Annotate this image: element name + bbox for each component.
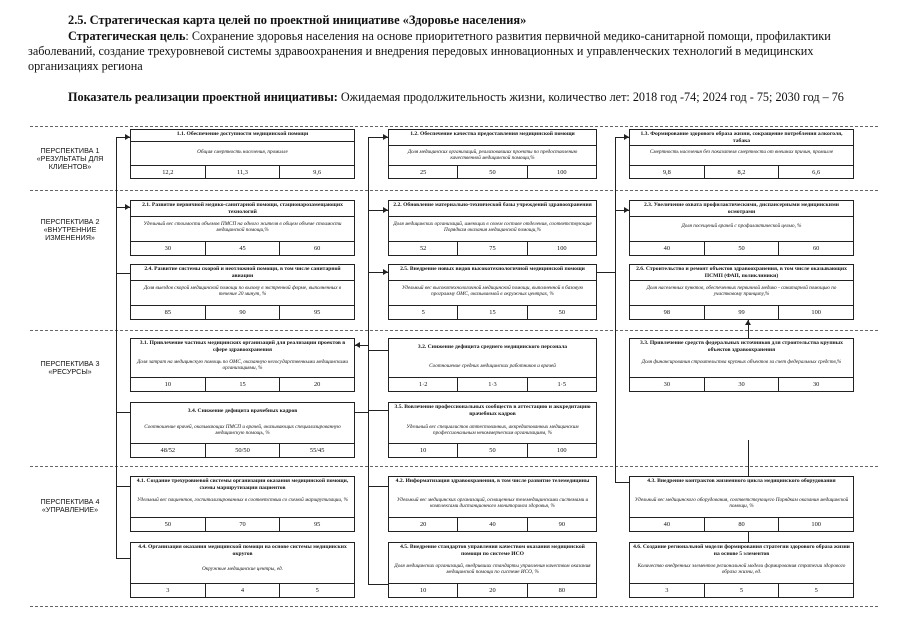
objective-box-3-5 [388,402,597,458]
value-2030: 100 [778,518,853,531]
objective-indicator: Количество внедренных элементов региональной модели формирования стратегии здорового образа жизни, ед. [637,563,846,576]
value-2018: 48/52 [160,447,176,454]
connector-line [368,410,388,411]
objective-title: 4.4. Организация оказания медицинской помощи на основе системы медицинских округов [138,544,347,557]
objective-title: 3.4. Снижение дефицита врачебных кадров [187,408,298,414]
objective-indicator: Доля посещений врачей с профилактической целью, % [681,223,802,229]
value-2018: 3 [166,587,170,594]
objective-box-3-4 [130,402,355,458]
connector-line [368,350,388,351]
connector-line [368,486,388,487]
indicator-label: Показатель реализации проектной инициативы: [68,90,338,104]
target-values [389,165,596,178]
value-2018: 3 [665,587,669,594]
value-2018: 40 [663,521,671,528]
objective-box-3-3 [629,338,854,392]
page-title: 2.5. Стратегическая карта целей по проектной инициативе «Здоровье населения» [68,13,527,27]
target-values [131,517,354,531]
objective-title: 2.4. Развитие системы скорой и неотложной помощи, в том числе санитарной авиации [131,265,354,281]
objective-indicator: Удельный вес стоимости объемов ПМСП на одного жителя в общем объеме стоимости медицинской помощи,% [143,221,342,234]
objective-box-2-5 [388,264,597,320]
objective-title: 2.6. Строительство и ремонт объектов здравоохранения, в том числе оказывающих ПСМП (ФАП, поликлиники) [630,265,853,281]
target-values [630,165,853,178]
value-2024: 15 [205,378,280,391]
target-values [630,517,853,531]
value-2024: 20 [457,584,526,597]
target-values [131,377,354,391]
perspective-3-label: ПЕРСПЕКТИВА 3 «РЕСУРСЫ» [40,359,100,377]
objective-box-1-1 [130,129,355,179]
objective-indicator: Общая смертность населения, промилле [197,149,288,155]
objective-indicator: Удельный вес медицинских организаций, оснащенных телемедицинскими системами и комплексами дистанционного мониторинга здоровья, % [396,497,589,510]
objective-box-3-2 [388,338,597,392]
objective-title: 2.5. Внедрение новых видов высокотехнологичной медицинской помощи [389,265,596,281]
connector-line [615,482,629,483]
arrow-head [355,342,360,348]
connector-line [116,558,130,559]
objective-indicator: Доля медицинских организаций, внедривших стандарты управления качеством оказания медицинской помощи по системе ИСО, % [394,563,591,576]
perspective-1-label: ПЕРСПЕКТИВА 1 «РЕЗУЛЬТАТЫ ДЛЯ КЛИЕНТОВ» [36,146,104,172]
target-values [131,241,354,255]
objective-indicator: Доля затрат на медицинскую помощь по ОМС, оказанную негосударственными медицинскими организациями, % [137,359,348,372]
objective-box-4-1 [130,476,355,532]
value-2018: 85 [164,309,172,316]
perspective-4-label: ПЕРСПЕКТИВА 4 «УПРАВЛЕНИЕ» [40,497,100,515]
objective-indicator: Доля финансирования строительства крупных объектов за счет федеральных средств,% [641,359,842,365]
value-2018: 30 [663,381,671,388]
objective-indicator: Соотношение средних медицинских работников и врачей [429,363,556,369]
value-2030: 20 [279,378,354,391]
objective-box-2-4 [130,264,355,320]
connector-line [368,584,388,585]
value-2024: 70 [205,518,280,531]
objective-title: 4.6. Создание региональной модели формирования стратегии здорового образа жизни на основе 5 элементов [633,544,850,557]
strategic-goal [28,29,880,74]
value-2024: 75 [457,242,526,255]
objective-box-4-2 [388,476,597,532]
target-values [389,443,596,457]
objective-title: 3.2. Снижение дефицита среднего медицинского персонала [417,344,568,350]
target-values [131,165,354,178]
objective-title: 1.3. Формирование здорового образа жизни, сокращение потребления алкоголя, табака [630,130,853,146]
separator [30,466,878,467]
target-values [389,583,596,597]
value-2030: 9,6 [279,166,354,178]
objective-title: 1.1. Обеспечение доступности медицинской помощи [131,130,354,142]
target-values [389,305,596,319]
objective-indicator: Соотношение врачей, оказывающих ПМСП и врачей, оказывающих специализированную медицинскую помощь, % [144,424,341,437]
arrow-head [624,207,629,213]
objective-title: 4.1. Создание трехуровневой системы организации оказания медицинской помощи, схемы маршрутизации пациентов [136,478,349,491]
objective-box-1-3 [629,129,854,179]
objective-indicator: Смертность населения без показателя смертности от внешних причин, промилле [649,149,834,155]
separator [30,330,878,331]
objective-box-2-2 [388,200,597,256]
arrow-head [745,320,751,325]
target-values [131,583,354,597]
value-2018: 1·2 [418,381,428,388]
target-values [630,241,853,255]
objective-box-4-4 [130,542,355,598]
value-2030: 80 [527,584,596,597]
value-2018: 52 [419,245,427,252]
value-2024: 1·3 [457,378,526,391]
value-2024: 5 [704,584,779,597]
value-2024: 11,3 [205,166,280,178]
objective-title: 2.2. Обновление материально-технической базы учреждений здравоохранения [389,201,596,217]
goal-text: : Сохранение здоровья населения на основе приоритетного развития первичной медико-санитарной помощи, профилактики заболеваний, создание трехуровневой системы здравоохранения и внедрения передовых инновационных и управленческих технологий в медицинских организациях региона [28,29,831,73]
objective-title: 2.1. Развитие первичной медико-санитарной помощи, стационарозамещающих технологий [131,201,354,217]
objective-title: 3.3. Привлечение средств федеральных источников для строительства крупных объектов здравоохранения [640,340,843,353]
value-2030: 90 [527,518,596,531]
arrow-head [624,134,629,140]
objective-indicator: Удельный вес специалистов аттестованных, аккредитованных медицинским профессиональным некоммерческим организациям, % [406,424,579,437]
separator [30,190,878,191]
target-values [131,305,354,319]
value-2024: 50 [457,444,526,457]
arrow-head [383,269,388,275]
perspective-2-label: ПЕРСПЕКТИВА 2 «ВНУТРЕННИЕ ИЗМЕНЕНИЯ» [40,217,100,243]
value-2018: 12,2 [162,168,174,176]
value-2030: 30 [778,378,853,391]
value-2024: 45 [205,242,280,255]
objective-box-4-6 [629,542,854,598]
objective-indicator: Удельный вес высокотехнологичной медицинской помощи, выполненной в базовую программу ОМС, оказываемой в окружных центрах, % [401,285,584,298]
value-2030: 5 [778,584,853,597]
value-2030: 55/45 [279,444,354,457]
objective-title: 4.2. Информатизация здравоохранения, в том числе развитие телемедицины [395,478,590,484]
value-2024: 80 [704,518,779,531]
value-2030: 6,6 [778,166,853,178]
target-values [389,241,596,255]
value-2024: 50 [704,242,779,255]
connector-line [597,272,615,273]
value-2030: 100 [778,306,853,319]
value-2024: 15 [457,306,526,319]
connector-line [368,137,369,585]
objective-indicator: Доля выездов скорой медицинской помощи по вызову в экстренной форме, выполненных в течение 20 минут, % [143,285,342,298]
target-values [630,583,853,597]
value-2018: 20 [419,521,427,528]
value-2030: 95 [279,306,354,319]
value-2030: 100 [527,242,596,255]
objective-title: 2.3. Увеличение охвата профилактическими, диспансерными медицинскими осмотрами [630,201,853,217]
value-2030: 1·5 [527,378,596,391]
connector-line [116,137,117,559]
objective-box-4-3 [629,476,854,532]
target-values [389,517,596,531]
value-2024: 40 [457,518,526,531]
value-2030: 50 [527,306,596,319]
value-2030: 60 [778,242,853,255]
objective-indicator: Удельный вес пациентов, госпитализированных в соответствии со схемой маршрутизации, % [137,497,348,503]
objective-title: 1.2. Обеспечение качества предоставления медицинской помощи [389,130,596,146]
value-2030: 95 [279,518,354,531]
value-2024: 30 [704,378,779,391]
value-2018: 98 [663,309,671,316]
target-values [131,443,354,457]
arrow-head [125,204,130,210]
objective-indicator: Доля медицинских организаций, реализовавших проекты по предоставлению качественной медицинской помощи,% [407,149,578,162]
objective-indicator: Удельный вес медицинского оборудования, соответствующего Порядкам оказания медицинской помощи, % [634,497,849,510]
arrow-head [383,134,388,140]
value-2018: 40 [663,245,671,252]
objective-indicator: Доля медицинских организаций, имеющих в своем составе отделения, соответствующие Порядкам оказания медицинской помощи,% [393,221,592,234]
connector-line [355,412,368,413]
value-2030: 60 [279,242,354,255]
connector-line [116,273,130,274]
separator [30,126,878,127]
separator [30,606,878,607]
value-2030: 5 [279,584,354,597]
objective-title: 4.3. Внедрение контрактов жизненного цикла медицинского оборудования [647,478,836,484]
value-2024: 99 [704,306,779,319]
objective-title: 3.5. Вовлечение профессиональных сообществ в аттестацию и аккредитацию врачебных кадров [394,404,591,417]
target-values [630,377,853,391]
target-values [630,305,853,319]
objective-box-1-2 [388,129,597,179]
initiative-indicator [28,90,880,105]
connector-line [615,137,616,483]
value-2018: 50 [164,521,172,528]
value-2024: 8,2 [704,166,779,178]
target-values [389,377,596,391]
value-2018: 30 [164,245,172,252]
goal-label: Стратегическая цель [68,29,186,43]
value-2018: 9,8 [662,168,671,176]
objective-box-2-6 [629,264,854,320]
value-2024: 4 [205,584,280,597]
value-2030: 100 [527,166,596,178]
value-2024: 50/50 [205,444,280,457]
objective-box-3-1 [130,338,355,392]
value-2024: 50 [457,166,526,178]
value-2018: 10 [164,381,172,388]
value-2018: 5 [421,309,425,316]
indicator-text: Ожидаемая продолжительность жизни, количество лет: 2018 год -74; 2024 год - 75; 2030 год – 76 [337,90,844,104]
arrow-head [125,134,130,140]
arrow-head [383,207,388,213]
objective-box-2-3 [629,200,854,256]
value-2018: 10 [419,587,427,594]
connector-line [116,412,130,413]
value-2018: 10 [419,447,427,454]
objective-indicator: Доля населенных пунктов, обеспеченных первичной медико - санитарной помощью по участковому принципу,% [646,285,837,298]
objective-box-4-5 [388,542,597,598]
value-2030: 100 [527,444,596,457]
objective-indicator: Окружные медицинские центры, ед. [202,566,283,572]
objective-title: 3.1. Привлечение частных медицинских организаций для реализации проектов в сфере здравоохранения [139,340,346,353]
objective-box-2-1 [130,200,355,256]
objective-title: 4.5. Внедрение стандартов управления качеством оказания медицинской помощи по системе ИСО [400,544,585,557]
value-2024: 90 [205,306,280,319]
value-2018: 25 [419,168,427,176]
connector-line [116,486,130,487]
